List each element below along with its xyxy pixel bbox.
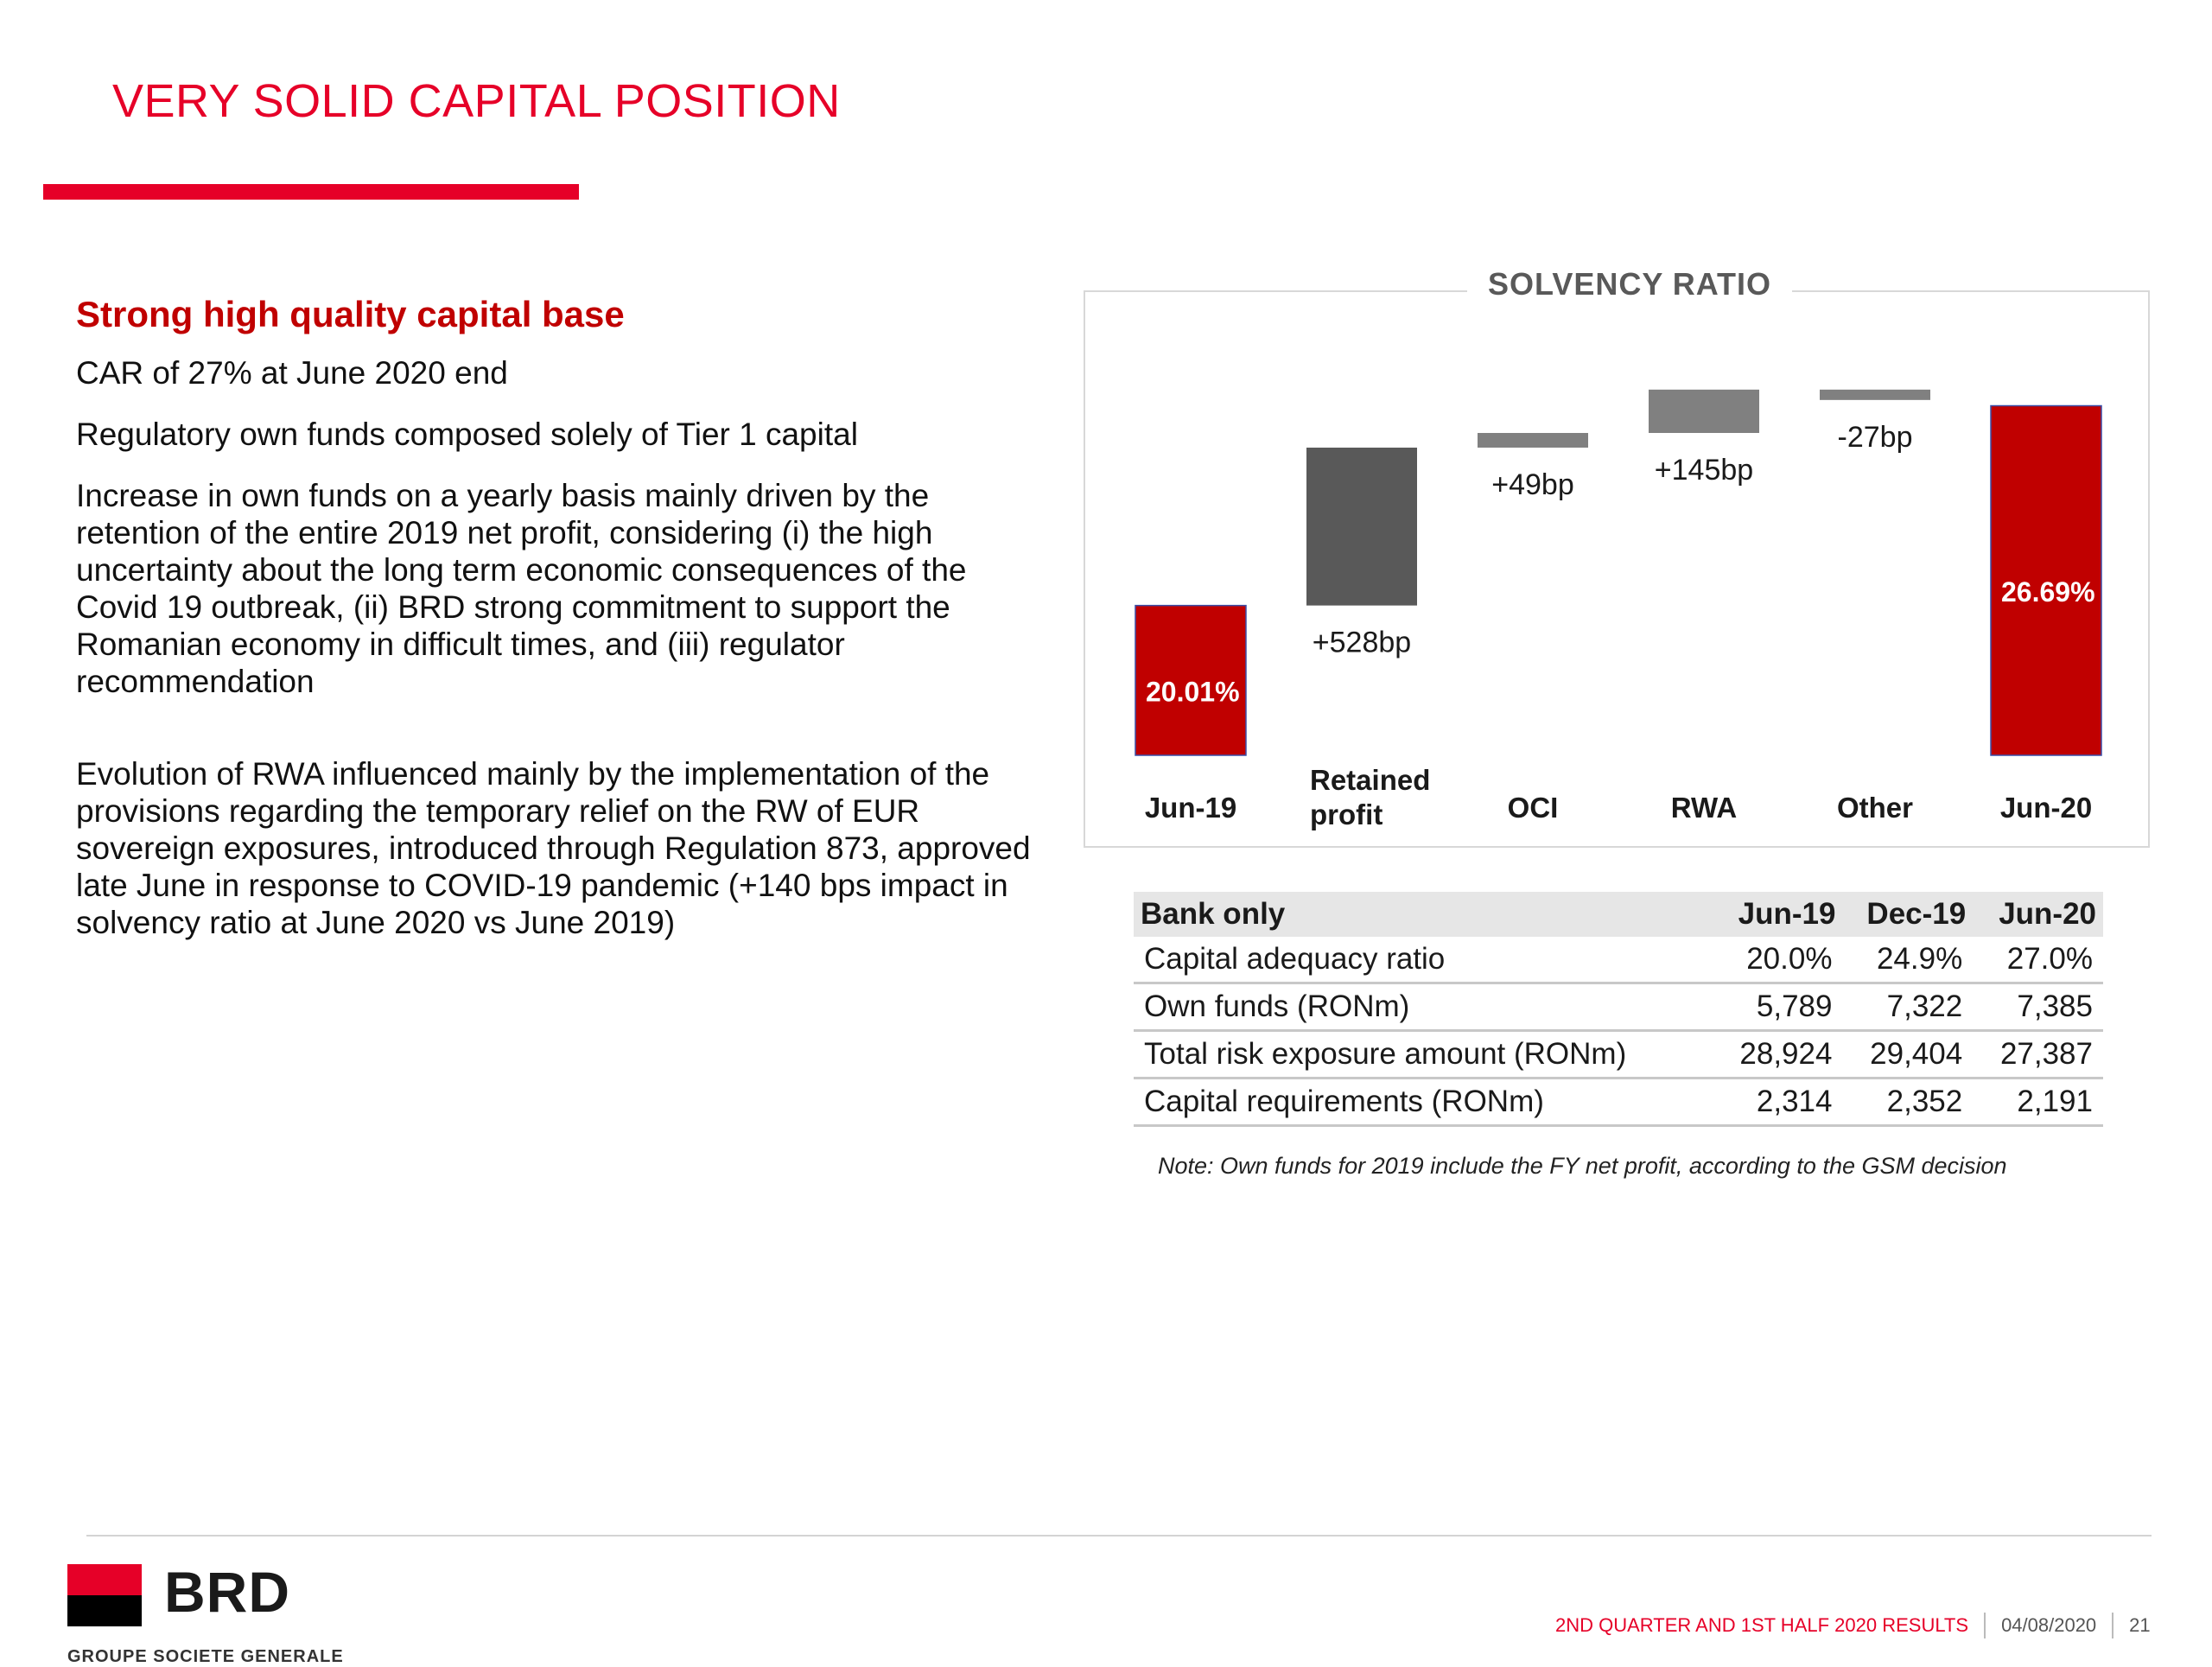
page-number: 21 bbox=[2129, 1614, 2151, 1636]
bank-only-table bbox=[1134, 892, 2103, 1127]
chart-data-label: +49bp bbox=[1491, 468, 1574, 501]
table-header: Jun-20 bbox=[1973, 892, 2103, 937]
table-cell: 2,314 bbox=[1713, 1078, 1843, 1126]
table-row bbox=[1134, 983, 2103, 1031]
logo-black-block bbox=[67, 1595, 142, 1626]
chart-category-label: Jun-19 bbox=[1144, 792, 1237, 824]
table-cell: 2,191 bbox=[1973, 1078, 2103, 1126]
chart-bar-2 bbox=[1306, 448, 1417, 606]
section-subheading: Strong high quality capital base bbox=[76, 294, 625, 334]
text-column bbox=[76, 294, 1044, 965]
paragraph-own-funds: Regulatory own funds composed solely of Tier 1 capital bbox=[76, 417, 858, 452]
chart-bar-5 bbox=[1820, 390, 1930, 400]
chart-bar-4 bbox=[1649, 390, 1759, 433]
footer-divider bbox=[86, 1535, 2152, 1537]
table-cell: 5,789 bbox=[1713, 983, 1843, 1031]
title-underline bbox=[43, 184, 579, 200]
chart-category-label: Retained bbox=[1310, 764, 1431, 796]
chart-category-label: Other bbox=[1836, 792, 1914, 824]
chart-category-label: OCI bbox=[1507, 792, 1559, 824]
chart-category-label: RWA bbox=[1670, 792, 1738, 824]
table-cell: 27.0% bbox=[1973, 937, 2103, 983]
table-cell: Capital requirements (RONm) bbox=[1134, 1078, 1713, 1126]
brd-logo: BRD bbox=[164, 1560, 290, 1624]
table-header-row bbox=[1134, 892, 2103, 937]
table-cell: 24.9% bbox=[1842, 937, 1973, 983]
logo-subtitle: GROUPE SOCIETE GENERALE bbox=[67, 1647, 344, 1666]
chart-category-label: profit bbox=[1310, 799, 1383, 830]
chart-data-label: +145bp bbox=[1654, 454, 1754, 487]
paragraph-rwa: Evolution of RWA influenced mainly by the implementation of the provisions regarding the temporary relief on the RW of EUR sovereign exposures, introduced through Regulation 873, approved late June in response to COVID-19 pandemic (+140 bps impact in solvency ratio at June 2020 vs June 2019) bbox=[76, 756, 1031, 940]
paragraph-increase: Increase in own funds on a yearly basis mainly driven by the retention of the entire 2019 net profit, considering (i) the high uncertainty about the long term economic consequences of the Covid 19 outbreak, (ii) BRD strong commitment to support the Romanian economy in difficult times, and (iii) regulator recommendation bbox=[76, 478, 967, 699]
footer-info bbox=[1555, 1613, 2151, 1638]
table-note: Note: Own funds for 2019 include the FY net profit, according to the GSM decision bbox=[1158, 1153, 2007, 1179]
table-cell: 7,322 bbox=[1842, 983, 1973, 1031]
table-cell: 7,385 bbox=[1973, 983, 2103, 1031]
chart-data-label: -27bp bbox=[1837, 420, 1913, 454]
table-header: Dec-19 bbox=[1842, 892, 1973, 937]
page-title: VERY SOLID CAPITAL POSITION bbox=[112, 75, 841, 127]
table-cell: Capital adequacy ratio bbox=[1134, 937, 1713, 983]
chart-data-label: +528bp bbox=[1312, 626, 1412, 659]
table-cell: 28,924 bbox=[1713, 1031, 1843, 1078]
table-row bbox=[1134, 1078, 2103, 1126]
table-cell: 29,404 bbox=[1842, 1031, 1973, 1078]
chart-bar-3 bbox=[1478, 433, 1588, 448]
table-cell: 20.0% bbox=[1713, 937, 1843, 983]
paragraph-car: CAR of 27% at June 2020 end bbox=[76, 355, 508, 391]
table-header: Jun-19 bbox=[1713, 892, 1843, 937]
footer-separator bbox=[2112, 1613, 2113, 1638]
chart-category-label: Jun-20 bbox=[1999, 792, 2093, 824]
solvency-ratio-chart bbox=[1084, 290, 2150, 848]
table-cell: Total risk exposure amount (RONm) bbox=[1134, 1031, 1713, 1078]
table-cell: Own funds (RONm) bbox=[1134, 983, 1713, 1031]
table-row bbox=[1134, 1031, 2103, 1078]
results-label: 2ND QUARTER AND 1ST HALF 2020 RESULTS bbox=[1555, 1614, 1969, 1636]
chart-title: SOLVENCY RATIO bbox=[1467, 266, 1792, 302]
chart-data-label: 26.69% bbox=[2001, 576, 2095, 608]
table-cell: 27,387 bbox=[1973, 1031, 2103, 1078]
table-header: Bank only bbox=[1134, 892, 1713, 937]
chart-data-label: 20.01% bbox=[1146, 676, 1240, 708]
footer-separator bbox=[1984, 1613, 1986, 1638]
logo-red-block bbox=[67, 1564, 142, 1595]
table-cell: 2,352 bbox=[1842, 1078, 1973, 1126]
table-row bbox=[1134, 937, 2103, 983]
footer-date: 04/08/2020 bbox=[2001, 1614, 2097, 1636]
